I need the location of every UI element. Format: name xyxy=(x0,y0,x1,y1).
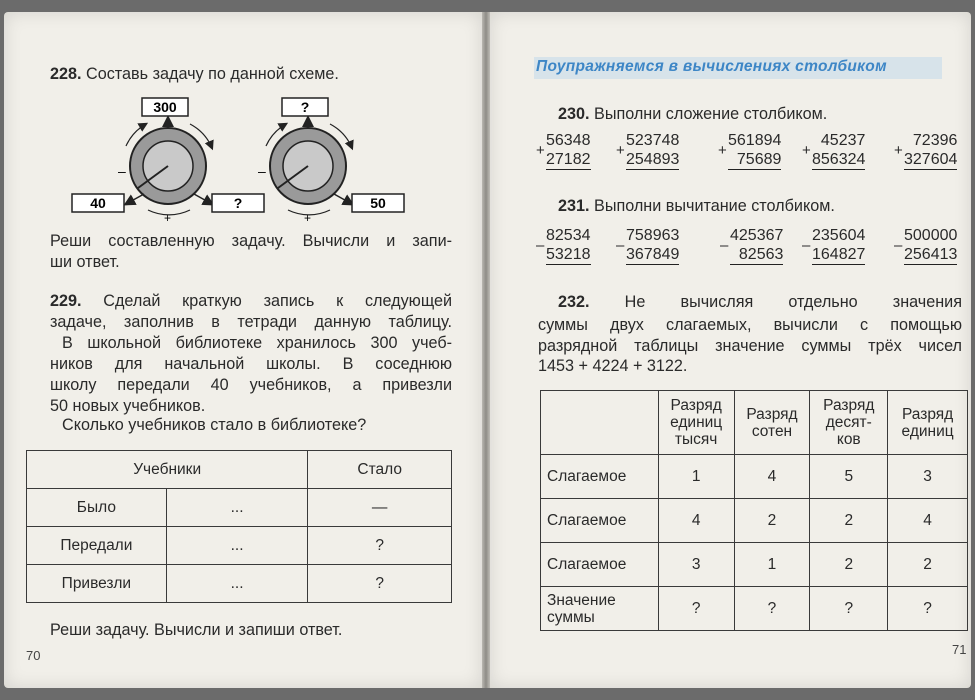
operand-bottom: 367849 xyxy=(626,246,680,263)
cell: ? xyxy=(810,587,888,631)
table-row xyxy=(541,455,968,499)
task-number: 229. xyxy=(50,292,82,310)
task-229-line-5: школу передали 40 учебников, а привезли xyxy=(50,376,452,394)
cell: 4 xyxy=(734,455,810,499)
header-line: единиц xyxy=(901,422,954,440)
row-label xyxy=(541,587,659,631)
operation-sign: – xyxy=(720,237,729,254)
operation-sign: + xyxy=(894,142,903,159)
column-problem xyxy=(812,226,865,265)
scheme1-top-value: 300 xyxy=(153,99,177,115)
header-uchebniki: Учебники xyxy=(27,451,308,489)
operand-top: 235604 xyxy=(812,227,866,244)
header-hundreds xyxy=(734,391,810,455)
operation-sign: + xyxy=(802,142,811,159)
operand-bottom: 327604 xyxy=(904,151,958,168)
header-line: единиц xyxy=(670,414,723,431)
task-232-line-1 xyxy=(558,292,962,313)
header-thousands xyxy=(658,391,734,455)
header-empty xyxy=(541,391,659,455)
header-line: Разряд xyxy=(670,397,722,414)
scheme2-minus: – xyxy=(258,163,266,179)
header-line: ков xyxy=(836,431,861,448)
task-229-question: Сколько учебников стало в библиотеке? xyxy=(62,416,367,434)
operand-top: 56348 xyxy=(546,132,591,149)
scheme2-bottom-value: 50 xyxy=(370,195,386,211)
task-232-line-2: суммы двух слагаемых, вычисли с помощью xyxy=(538,316,962,334)
cell: ? xyxy=(888,587,968,631)
task-text: Выполни сложение столбиком. xyxy=(594,105,828,123)
table-header-row xyxy=(541,391,968,455)
scheme1-minus: – xyxy=(118,163,126,179)
operation-sign: + xyxy=(536,142,545,159)
cell: 3 xyxy=(658,543,734,587)
table-row xyxy=(27,565,452,603)
row-result: — xyxy=(308,489,452,527)
operand-bottom: 27182 xyxy=(546,151,591,168)
task-229-instruction: Реши задачу. Вычисли и запиши ответ. xyxy=(50,621,343,639)
task-229-line-1 xyxy=(50,291,452,312)
header-line: десят- xyxy=(825,414,872,431)
table-row xyxy=(27,489,452,527)
table-row xyxy=(541,543,968,587)
table-row xyxy=(541,587,968,631)
cell: 4 xyxy=(658,499,734,543)
row-label: Слагаемое xyxy=(541,455,659,499)
row-label: Было xyxy=(27,489,167,527)
cell: 2 xyxy=(734,499,810,543)
task-228-instruction-line-2: ши ответ. xyxy=(50,253,120,271)
operation-sign: + xyxy=(616,142,625,159)
row-label: Привезли xyxy=(27,565,167,603)
operand-top: 425367 xyxy=(730,227,784,244)
table-232 xyxy=(540,390,968,631)
task-232-line-3: разрядной таблицы значение суммы трёх чисел xyxy=(538,337,962,355)
row-result: ? xyxy=(308,565,452,603)
operand-bottom: 53218 xyxy=(546,246,591,263)
row-label: Слагаемое xyxy=(541,543,659,587)
header-line: тысяч xyxy=(674,431,718,448)
table-header-row xyxy=(27,451,452,489)
column-problem xyxy=(546,131,591,170)
cell: 2 xyxy=(810,499,888,543)
scheme2-plus: + xyxy=(304,211,312,224)
column-problem xyxy=(626,131,679,170)
cell: ? xyxy=(658,587,734,631)
table-row xyxy=(541,499,968,543)
header-line: Разряд xyxy=(901,405,954,423)
operation-sign: – xyxy=(536,237,545,254)
task-228-title xyxy=(50,64,339,85)
row-label: Передали xyxy=(27,527,167,565)
header-line: сотен xyxy=(751,422,793,440)
row-value: ... xyxy=(166,527,308,565)
operand-top: 500000 xyxy=(904,227,958,244)
header-line: Разряд xyxy=(746,405,798,423)
column-problem xyxy=(730,226,783,265)
dial-1 xyxy=(126,118,212,215)
operand-top: 45237 xyxy=(820,132,866,149)
cell: 1 xyxy=(658,455,734,499)
operation-sign: – xyxy=(802,237,811,254)
table-row xyxy=(27,527,452,565)
section-heading: Поупражняемся в вычислениях столбиком xyxy=(536,58,887,75)
task-number: 231. xyxy=(558,197,590,215)
task-231-title xyxy=(558,196,835,217)
row-value: ... xyxy=(166,565,308,603)
column-problem xyxy=(546,226,591,265)
cell: 5 xyxy=(810,455,888,499)
operand-top: 72396 xyxy=(912,132,958,149)
task-text: Не вычисляя отдельно значения xyxy=(624,293,962,311)
header-tens xyxy=(810,391,888,455)
book-gutter xyxy=(482,12,490,688)
operand-bottom: 856324 xyxy=(812,151,866,168)
header-stalo: Стало xyxy=(308,451,452,489)
row-result: ? xyxy=(308,527,452,565)
cell: 3 xyxy=(888,455,968,499)
label-line: Значение xyxy=(547,591,616,609)
task-text: Составь задачу по данной схеме. xyxy=(86,65,339,83)
cell: ? xyxy=(734,587,810,631)
task-229-line-2: задаче, заполнив в тетради данную таблицу. xyxy=(50,313,452,331)
operation-sign: – xyxy=(616,237,625,254)
column-problem xyxy=(904,131,957,170)
task-230-title xyxy=(558,104,827,125)
operation-sign: + xyxy=(718,142,727,159)
task-number: 230. xyxy=(558,105,590,123)
task-number: 232. xyxy=(558,293,590,311)
task-229-line-4: ников для начальной школы. В соседнюю xyxy=(50,355,452,373)
task-229-line-3: В школьной библиотеке хранилось 300 учеб- xyxy=(62,334,452,352)
operand-bottom: 254893 xyxy=(626,151,680,168)
scheme1-plus: + xyxy=(164,211,172,224)
operand-bottom: 82563 xyxy=(730,245,783,265)
column-problem xyxy=(728,131,781,170)
row-value: ... xyxy=(166,489,308,527)
scheme-diagram xyxy=(66,96,406,224)
column-problem xyxy=(904,226,957,265)
task-228-instruction-line-1: Реши составленную задачу. Вычисли и запи- xyxy=(50,232,452,250)
scheme2-top-value: ? xyxy=(300,99,310,115)
operation-sign: – xyxy=(894,237,903,254)
label-line: суммы xyxy=(547,608,595,626)
scheme1-bottom-value: ? xyxy=(233,195,243,211)
column-problem xyxy=(812,131,865,170)
task-text: Сделай краткую запись к следующей xyxy=(103,292,452,310)
task-232-line-4: 1453 + 4224 + 3122. xyxy=(538,357,688,375)
task-number: 228. xyxy=(50,65,82,83)
table-229 xyxy=(26,450,452,603)
column-problem xyxy=(626,226,679,265)
cell: 4 xyxy=(888,499,968,543)
cell: 2 xyxy=(888,543,968,587)
header-line: Разряд xyxy=(823,397,875,414)
operand-top: 561894 xyxy=(728,132,782,149)
operand-bottom: 164827 xyxy=(812,246,866,263)
row-label: Слагаемое xyxy=(541,499,659,543)
task-229-line-6: 50 новых учебников. xyxy=(50,397,206,415)
operand-top: 82534 xyxy=(546,227,591,244)
dial-2 xyxy=(266,118,352,215)
operand-bottom: 75689 xyxy=(728,150,781,170)
scheme1-left-value: 40 xyxy=(90,195,106,211)
operand-top: 758963 xyxy=(626,227,680,244)
page-number-right: 71 xyxy=(952,642,967,657)
cell: 2 xyxy=(810,543,888,587)
page-number-left: 70 xyxy=(26,648,41,663)
operand-top: 523748 xyxy=(626,132,680,149)
cell: 1 xyxy=(734,543,810,587)
header-units xyxy=(888,391,968,455)
operand-bottom: 256413 xyxy=(904,246,958,263)
task-text: Выполни вычитание столбиком. xyxy=(594,197,835,215)
